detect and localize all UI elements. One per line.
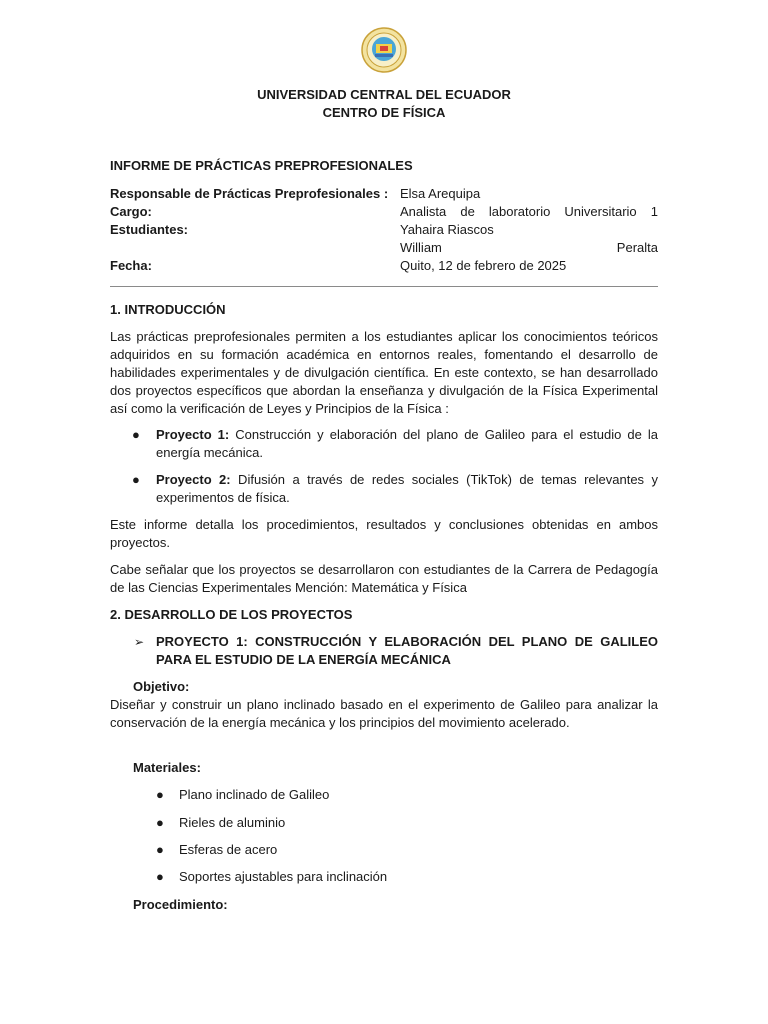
intro-paragraph-2: Este informe detalla los procedimientos, resultados y conclusiones obtenidas en ambos proyectos. [110,517,658,550]
students-row [110,221,658,239]
bullet-icon: ● [132,427,140,442]
date-value: Quito, 12 de febrero de 2025 [400,258,567,273]
material-item: Rieles de aluminio [179,815,286,830]
responsible-row [110,185,658,203]
list-item [110,868,658,886]
bullet-icon: ● [132,472,140,487]
material-item: Plano inclinado de Galileo [179,787,330,802]
cargo-row [110,203,658,221]
responsible-label: Responsable de Prácticas Preprofesionales : [110,186,389,201]
university-name: UNIVERSIDAD CENTRAL DEL ECUADOR [257,87,511,102]
intro-paragraph-3: Cabe señalar que los proyectos se desarrollaron con estudiantes de la Carrera de Pedagogía de las Ciencias Experimentales Mención: Matemática y Física [110,562,658,595]
project-2-text: Difusión a través de redes sociales (TikTok) de temas relevantes y experimentos de física. [156,472,658,505]
bullet-icon: ● [156,815,164,830]
student-1: Yahaira Riascos [400,222,494,237]
project-1-title: PROYECTO 1: CONSTRUCCIÓN Y ELABORACIÓN DEL PLANO DE GALILEO PARA EL ESTUDIO DE LA ENERGÍA MECÁNICA [156,634,658,667]
project-1-text: Construcción y elaboración del plano de Galileo para el estudio de la energía mecánica. [156,427,658,460]
list-item [110,814,658,832]
objective-text: Diseñar y construir un plano inclinado basado en el experimento de Galileo para analizar la conservación de la energía mecánica y los principios del movimiento acelerado. [110,697,658,730]
cargo-label: Cargo: [110,204,152,219]
procedure-label: Procedimiento: [133,897,228,912]
objective-label: Objetivo: [133,679,190,694]
students-row-2 [110,239,658,257]
report-title: INFORME DE PRÁCTICAS PREPROFESIONALES [110,158,413,173]
material-item: Soportes ajustables para inclinación [179,869,388,884]
arrow-bullet-icon: ➢ [134,635,145,649]
center-name: CENTRO DE FÍSICA [322,105,446,120]
cargo-value: Analista de laboratorio Universitario 1 [400,204,658,219]
development-heading: 2. DESARROLLO DE LOS PROYECTOS [110,607,353,622]
project-1-label: Proyecto 1: [156,427,230,442]
project-2-label: Proyecto 2: [156,472,231,487]
divider [110,286,658,287]
bullet-icon: ● [156,842,164,857]
bullet-icon: ● [156,787,164,802]
students-label: Estudiantes: [110,222,189,237]
list-item [110,786,658,804]
materials-label: Materiales: [133,760,201,775]
date-label: Fecha: [110,258,152,273]
intro-paragraph: Las prácticas preprofesionales permiten a los estudiantes aplicar los conocimientos teóricos adquiridos en su formación académica en entornos reales, fomentando el desarrollo de habilidades experimentales y de divulgación científica. En este contexto, se han desarrollado dos proyectos específicos que abordan la enseñanza y divulgación de la Física Experimental así como la verificación de Leyes y Principios de la Física : [110,329,658,416]
date-row [110,257,658,275]
responsible-value: Elsa Arequipa [400,186,481,201]
intro-heading: 1. INTRODUCCIÓN [110,302,226,317]
student-2: William Peralta [400,240,658,255]
material-item: Esferas de acero [179,842,278,857]
university-seal-logo [361,27,407,73]
bullet-icon: ● [156,869,164,884]
list-item [110,841,658,859]
